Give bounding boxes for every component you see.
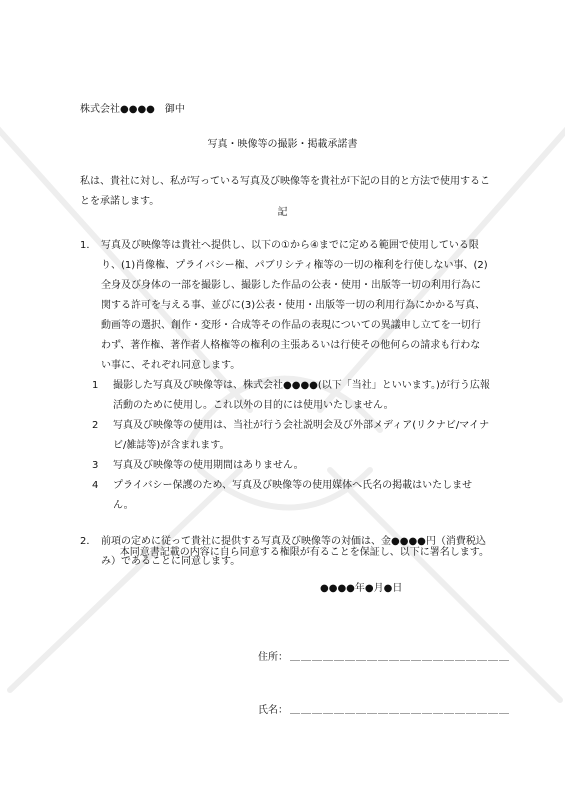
sub-item-number: 2: [92, 420, 99, 431]
name-blank-line: ＿＿＿＿＿＿＿＿＿＿＿＿＿＿＿＿＿＿＿＿: [290, 705, 510, 716]
list-item: [80, 236, 490, 376]
sub-item-number: 3: [92, 460, 99, 471]
ki-heading: 記: [277, 207, 288, 218]
sub-item: [80, 476, 490, 516]
sub-item-number: 4: [92, 480, 99, 491]
item-text: 前項の定めに従って貴社に提供する写真及び映像等の対価は、金●●●●円（消費税込み）であることに同意します。: [101, 536, 486, 567]
item-number: 1．: [80, 240, 97, 251]
address-field: [258, 650, 510, 666]
items-list: [80, 236, 490, 572]
intro-paragraph: 私は、貴社に対し、私が写っている写真及び映像等を貴社が下記の目的と方法で使用することを承諾します。: [80, 176, 490, 207]
address-blank-line: ＿＿＿＿＿＿＿＿＿＿＿＿＿＿＿＿＿＿＿＿: [290, 652, 510, 663]
document-title: 写真・映像等の撮影・掲載承諾書: [207, 139, 358, 150]
sub-item: [80, 376, 490, 416]
date-line: ●●●●年●月●日: [320, 583, 403, 594]
sub-item-text: 写真及び映像等の使用期間はありません。: [113, 460, 304, 471]
certification-statement: 本同意書記載の内容に自ら同意する権限が有ることを保証し、以下に署名します。: [119, 547, 489, 558]
sub-items-list: [80, 376, 490, 516]
address-label: 住所：: [258, 652, 288, 663]
item-number: 2．: [80, 536, 97, 547]
sub-item: [80, 456, 490, 476]
name-field: [258, 703, 510, 719]
sub-item-text: プライバシー保護のため、写真及び映像等の使用媒体へ氏名の掲載はいたしません。: [113, 480, 473, 511]
sub-item: [80, 416, 490, 456]
sub-item-text: 写真及び映像等の使用は、当社が行う会社説明会及び外部メディア(リクナビ/マイナビ/雑誌等)が含まれます。: [113, 420, 490, 451]
name-label: 氏名：: [258, 705, 288, 716]
sub-item-number: 1: [92, 380, 99, 391]
addressee: 株式会社●●●● 御中: [80, 104, 185, 115]
sub-item-text: 撮影した写真及び映像等は、株式会社●●●●(以下「当社」といいます。)が行う広報活動のために使用し。これ以外の目的には使用いたしません。: [113, 380, 490, 411]
item-text: 写真及び映像等は貴社へ提供し、以下の①から④までに定める範囲で使用している限り、(1)肖像権、プライバシー権、パブリシティ権等の一切の権利を行使しない事、(2)全身及び身体の一部を撮影し、撮影した作品の公表・使用・出版等一切の利用行為に関する許可を与える事、並びに(3)公表・使用・出版等一切の利用行為にかかる写真、動画等の選択、創作・変形・合成等その作品の表現についての異議申し立てを一切行わず、著作権、著作者人格権等の権利の主張あるいは行使その他何らの請求も行わない事に、それぞれ同意します。: [101, 240, 488, 371]
